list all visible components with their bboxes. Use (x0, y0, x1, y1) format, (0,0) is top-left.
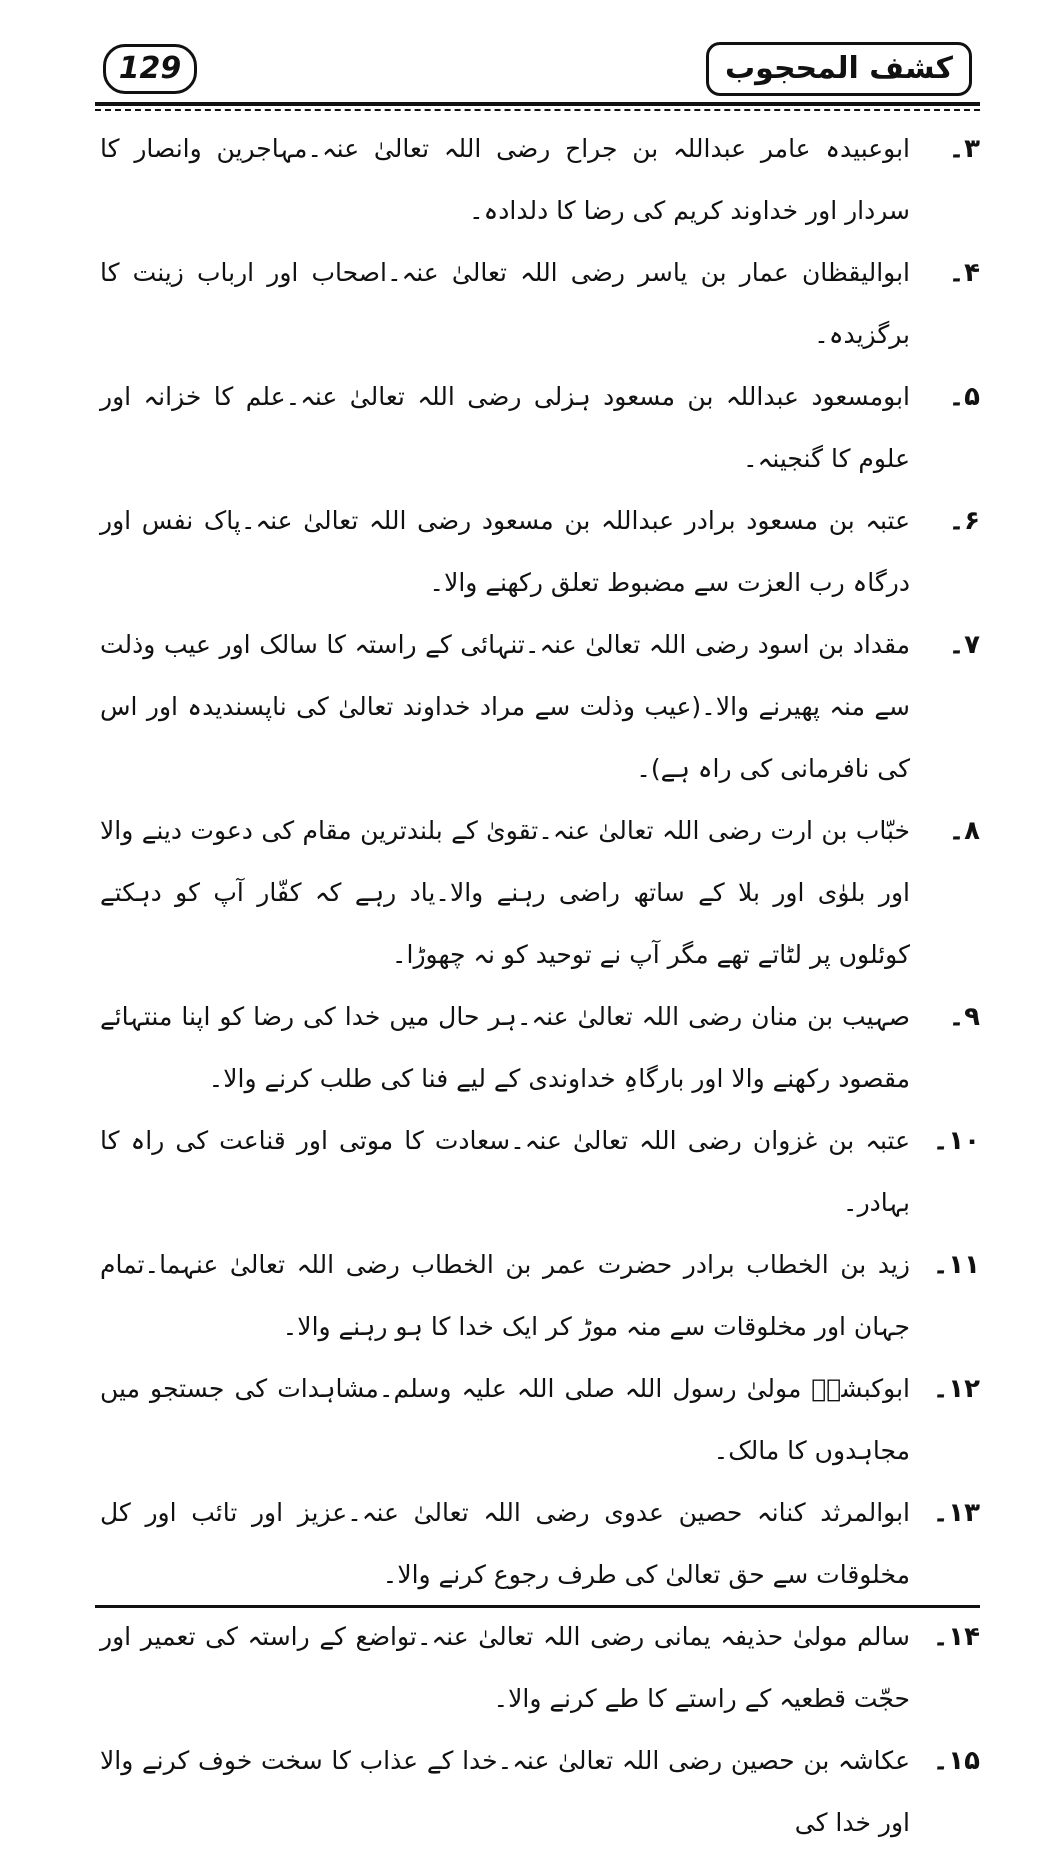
list-item (100, 1234, 980, 1358)
list-item (100, 242, 980, 366)
entry-number: ۵۔ (948, 382, 980, 412)
list-item (100, 118, 980, 242)
entry-text: ابوالیقظان عمار بن یاسر رضی اللہ تعالیٰ عنہ۔اصحاب اور ارباب زینت کا برگزیدہ۔ (100, 258, 910, 349)
entry-text: سالم مولیٰ حذیفہ یمانی رضی اللہ تعالیٰ عنہ۔تواضع کے راستہ کی تعمیر اور حجّت قطعیہ کے راستے کا طے کرنے والا۔ (100, 1622, 910, 1713)
entry-number: ۴۔ (948, 258, 980, 288)
list-item (100, 614, 980, 800)
list-item (100, 366, 980, 490)
entry-number: ۶۔ (948, 506, 980, 536)
entry-number: ۳۔ (948, 134, 980, 164)
entry-text: ابوکبشہؓ مولیٰ رسول اللہ صلی اللہ علیہ وسلم۔مشاہدات کی جستجو میں مجاہدوں کا مالک۔ (100, 1374, 910, 1465)
entry-number: ۱۵۔ (933, 1746, 980, 1776)
entry-number: ۷۔ (948, 630, 980, 660)
entry-text: عکاشہ بن حصین رضی اللہ تعالیٰ عنہ۔خدا کے عذاب کا سخت خوف کرنے والا اور خدا کی (100, 1746, 910, 1837)
entry-text: ابوالمرثد کنانہ حصین عدوی رضی اللہ تعالیٰ عنہ۔عزیز اور تائب اور کل مخلوقات سے حق تعالیٰ کی طرف رجوع کرنے والا۔ (100, 1498, 910, 1589)
footer-rule (95, 1605, 980, 1608)
entry-number: ۱۲۔ (933, 1374, 980, 1404)
list-item (100, 1358, 980, 1482)
entry-number: ۸۔ (948, 816, 980, 846)
list-item (100, 1110, 980, 1234)
header-rule-dashed (95, 109, 980, 111)
entry-number: ۱۳۔ (933, 1498, 980, 1528)
book-title: کشف المحجوب (706, 42, 972, 96)
list-item (100, 800, 980, 986)
entry-text: زید بن الخطاب برادر حضرت عمر بن الخطاب رضی اللہ تعالیٰ عنہما۔تمام جہان اور مخلوقات سے منہ موڑ کر ایک خدا کا ہو رہنے والا۔ (100, 1250, 910, 1341)
list-item (100, 986, 980, 1110)
list-item (100, 1482, 980, 1606)
entry-list (100, 118, 980, 1854)
list-item (100, 1606, 980, 1730)
entry-number: ۱۱۔ (933, 1250, 980, 1280)
entry-number: ۱۰۔ (933, 1126, 980, 1156)
list-item (100, 490, 980, 614)
list-item (100, 1730, 980, 1854)
entry-number: ۱۴۔ (933, 1622, 980, 1652)
entry-text: عتبہ بن مسعود برادر عبداللہ بن مسعود رضی اللہ تعالیٰ عنہ۔پاک نفس اور درگاہ رب العزت سے مضبوط تعلق رکھنے والا۔ (100, 506, 910, 597)
entry-number: ۹۔ (948, 1002, 980, 1032)
header-rule-thick (95, 102, 980, 106)
page-header (95, 38, 980, 100)
entry-text: مقداد بن اسود رضی اللہ تعالیٰ عنہ۔تنہائی کے راستہ کا سالک اور عیب وذلت سے منہ پھیرنے والا۔(عیب وذلت سے مراد خداوند تعالیٰ کی ناپسندیدہ اور اس کی نافرمانی کی راہ ہے)۔ (100, 630, 910, 783)
entry-text: صہیب بن منان رضی اللہ تعالیٰ عنہ۔ہر حال میں خدا کی رضا کو اپنا منتہائے مقصود رکھنے والا اور بارگاہِ خداوندی کے لیے فنا کی طلب کرنے والا۔ (100, 1002, 910, 1093)
page-number: 129 (103, 44, 197, 94)
entry-text: ابوعبیدہ عامر عبداللہ بن جراح رضی اللہ تعالیٰ عنہ۔مہاجرین وانصار کا سردار اور خداوند کریم کی رضا کا دلدادہ۔ (100, 134, 910, 225)
entry-text: ابومسعود عبداللہ بن مسعود ہزلی رضی اللہ تعالیٰ عنہ۔علم کا خزانہ اور علوم کا گنجینہ۔ (100, 382, 910, 473)
entry-text: عتبہ بن غزوان رضی اللہ تعالیٰ عنہ۔سعادت کا موتی اور قناعت کی راہ کا بہادر۔ (100, 1126, 910, 1217)
entry-text: خبّاب بن ارت رضی اللہ تعالیٰ عنہ۔تقویٰ کے بلندترین مقام کی دعوت دینے والا اور بلوٰی اور بلا کے ساتھ راضی رہنے والا۔یاد رہے کہ کفّار آپ کو دہکتے کوئلوں پر لٹاتے تھے مگر آپ نے توحید کو نہ چھوڑا۔ (100, 816, 910, 969)
